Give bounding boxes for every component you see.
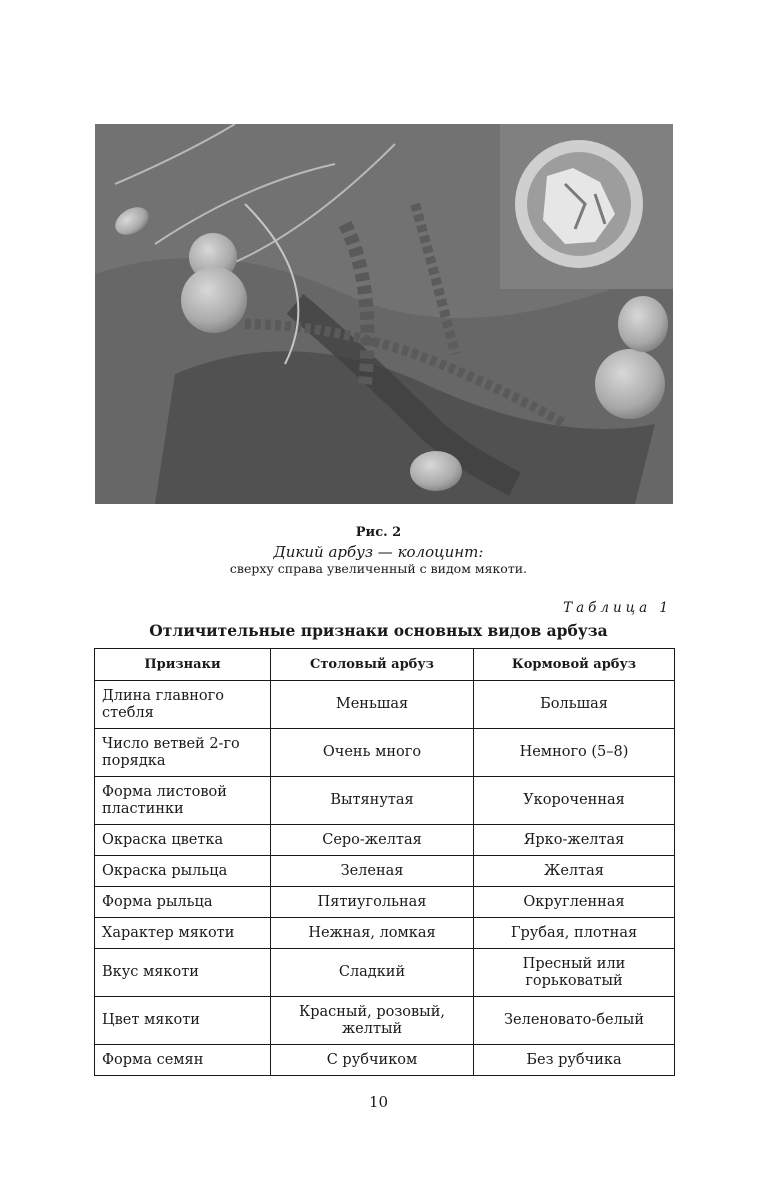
table-row xyxy=(95,856,675,887)
table-row xyxy=(95,681,675,729)
fodder-watermelon-cell: Зеленовато-белый xyxy=(474,997,675,1045)
fodder-watermelon-cell: Укороченная xyxy=(474,777,675,825)
figure-photo xyxy=(95,124,673,504)
table-title: Отличительные признаки основных видов арбуза xyxy=(149,621,608,640)
trait-cell: Форма семян xyxy=(95,1045,271,1076)
figure-number: Рис. 2 xyxy=(355,525,402,540)
fodder-watermelon-cell: Желтая xyxy=(474,856,675,887)
table-watermelon-cell: Пятиугольная xyxy=(271,887,474,918)
table-row xyxy=(95,887,675,918)
table-row xyxy=(95,918,675,949)
trait-cell: Окраска цветка xyxy=(95,825,271,856)
traits-table xyxy=(94,648,675,1076)
table-row xyxy=(95,997,675,1045)
trait-cell: Окраска рыльца xyxy=(95,856,271,887)
figure-description: сверху справа увеличенный с видом мякоти. xyxy=(229,561,528,576)
table-row xyxy=(95,825,675,856)
trait-cell: Вкус мякоти xyxy=(95,949,271,997)
table-watermelon-cell: Меньшая xyxy=(271,681,474,729)
table-watermelon-cell: Нежная, ломкая xyxy=(271,918,474,949)
table-watermelon-cell: Серо-желтая xyxy=(271,825,474,856)
table-row xyxy=(95,777,675,825)
fodder-watermelon-cell: Немного (5–8) xyxy=(474,729,675,777)
table-watermelon-cell: Зеленая xyxy=(271,856,474,887)
table-watermelon-cell: Очень много xyxy=(271,729,474,777)
table-row xyxy=(95,949,675,997)
figure-title: Дикий арбуз — колоцинт: xyxy=(273,543,484,561)
trait-cell: Характер мякоти xyxy=(95,918,271,949)
table-watermelon-cell: Красный, розовый, желтый xyxy=(271,997,474,1045)
table-watermelon-cell: С рубчиком xyxy=(271,1045,474,1076)
page-number: 10 xyxy=(368,1093,389,1111)
fodder-watermelon-cell: Пресный или горьковатый xyxy=(474,949,675,997)
fodder-watermelon-cell: Грубая, плотная xyxy=(474,918,675,949)
fodder-watermelon-cell: Ярко-желтая xyxy=(474,825,675,856)
table-label: Таблица 1 xyxy=(563,600,672,616)
table-header-row xyxy=(95,649,675,681)
table-watermelon-cell: Вытянутая xyxy=(271,777,474,825)
table-row xyxy=(95,1045,675,1076)
fodder-watermelon-cell: Большая xyxy=(474,681,675,729)
trait-cell: Число ветвей 2-го порядка xyxy=(95,729,271,777)
header-table-watermelon: Столовый арбуз xyxy=(271,649,474,681)
trait-cell: Цвет мякоти xyxy=(95,997,271,1045)
trait-cell: Форма листовой пластинки xyxy=(95,777,271,825)
fodder-watermelon-cell: Округленная xyxy=(474,887,675,918)
fodder-watermelon-cell: Без рубчика xyxy=(474,1045,675,1076)
trait-cell: Форма рыльца xyxy=(95,887,271,918)
table-row xyxy=(95,729,675,777)
table-watermelon-cell: Сладкий xyxy=(271,949,474,997)
trait-cell: Длина главного стебля xyxy=(95,681,271,729)
header-traits: Признаки xyxy=(95,649,271,681)
header-fodder-watermelon: Кормовой арбуз xyxy=(474,649,675,681)
